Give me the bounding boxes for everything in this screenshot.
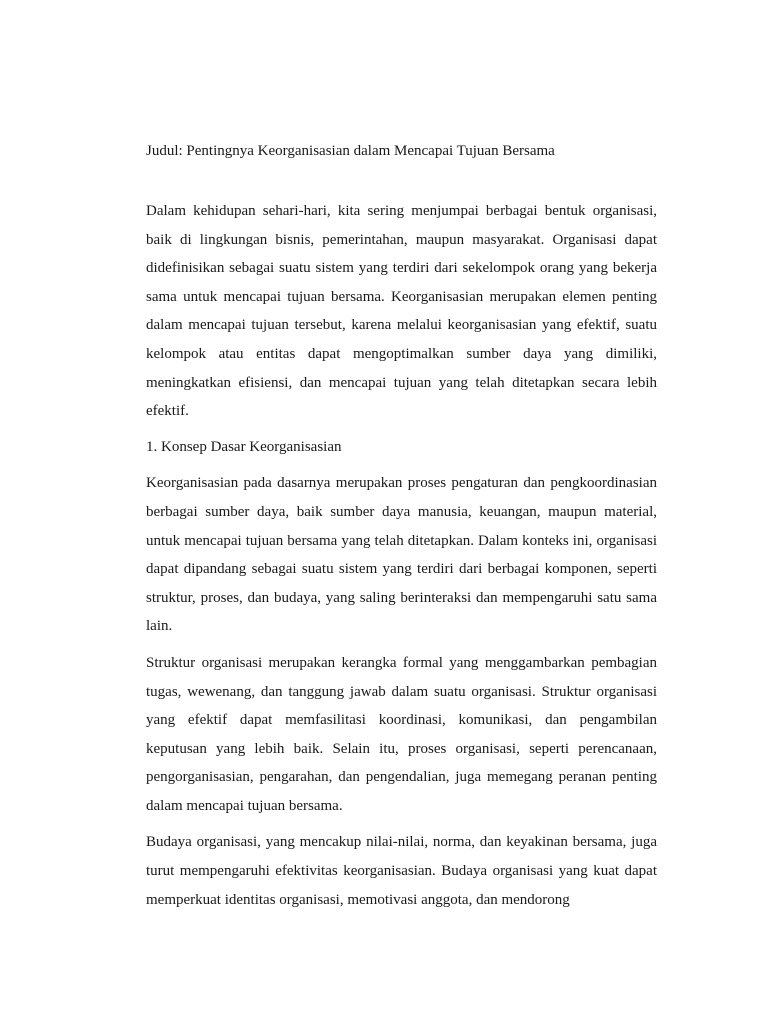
heading-spacer — [146, 461, 657, 469]
document-title: Judul: Pentingnya Keorganisasian dalam Mencapai Tujuan Bersama — [146, 143, 555, 159]
section-spacer — [146, 426, 657, 433]
section-paragraph-3: Budaya organisasi, yang mencakup nilai-nilai, norma, dan keyakinan bersama, juga turut mempengaruhi efektivitas keorganisasian. Budaya organisasi yang kuat dapat memperkuat identitas organisasi, memotivasi anggota, dan mendorong — [146, 834, 657, 908]
intro-paragraph: Dalam kehidupan sehari-hari, kita sering menjumpai berbagai bentuk organisasi, baik di lingkungan bisnis, pemerintahan, maupun masyarakat. Organisasi dapat didefinisikan sebagai suatu sistem yang terdiri dari sekelompok orang yang bekerja sama untuk mencapai tujuan bersama. Keorganisasian merupakan elemen penting dalam mencapai tujuan tersebut, karena melalui keorganisasian yang efektif, suatu kelompok atau entitas dapat mengoptimalkan sumber daya yang dimiliki, meningkatkan efisiensi, dan mencapai tujuan yang telah ditetapkan secara lebih efektif. — [146, 203, 657, 420]
paragraph-spacer — [146, 641, 657, 649]
section-heading: 1. Konsep Dasar Keorganisasian — [146, 438, 342, 455]
section-paragraph-2: Struktur organisasi merupakan kerangka formal yang menggambarkan pembagian tugas, wewenang, dan tanggung jawab dalam suatu organisasi. Struktur organisasi yang efektif dapat memfasilitasi koordinasi, komunikasi, dan pengambilan keputusan yang lebih baik. Selain itu, proses organisasi, seperti perencanaan, pengorganisasian, pengarahan, dan pengendalian, juga memegang peranan penting dalam mencapai tujuan bersama. — [146, 654, 657, 814]
section-paragraph-1: Keorganisasian pada dasarnya merupakan proses pengaturan dan pengkoordinasian berbagai sumber daya, baik sumber daya manusia, keuangan, maupun material, untuk mencapai tujuan bersama yang telah ditetapkan. Dalam konteks ini, organisasi dapat dipandang sebagai suatu sistem yang terdiri dari berbagai komponen, seperti struktur, proses, dan budaya, yang saling berinteraksi dan mempengaruhi satu sama lain. — [146, 475, 657, 635]
paragraph-spacer — [146, 820, 657, 828]
title-spacer — [146, 165, 657, 197]
document-body — [146, 137, 657, 914]
